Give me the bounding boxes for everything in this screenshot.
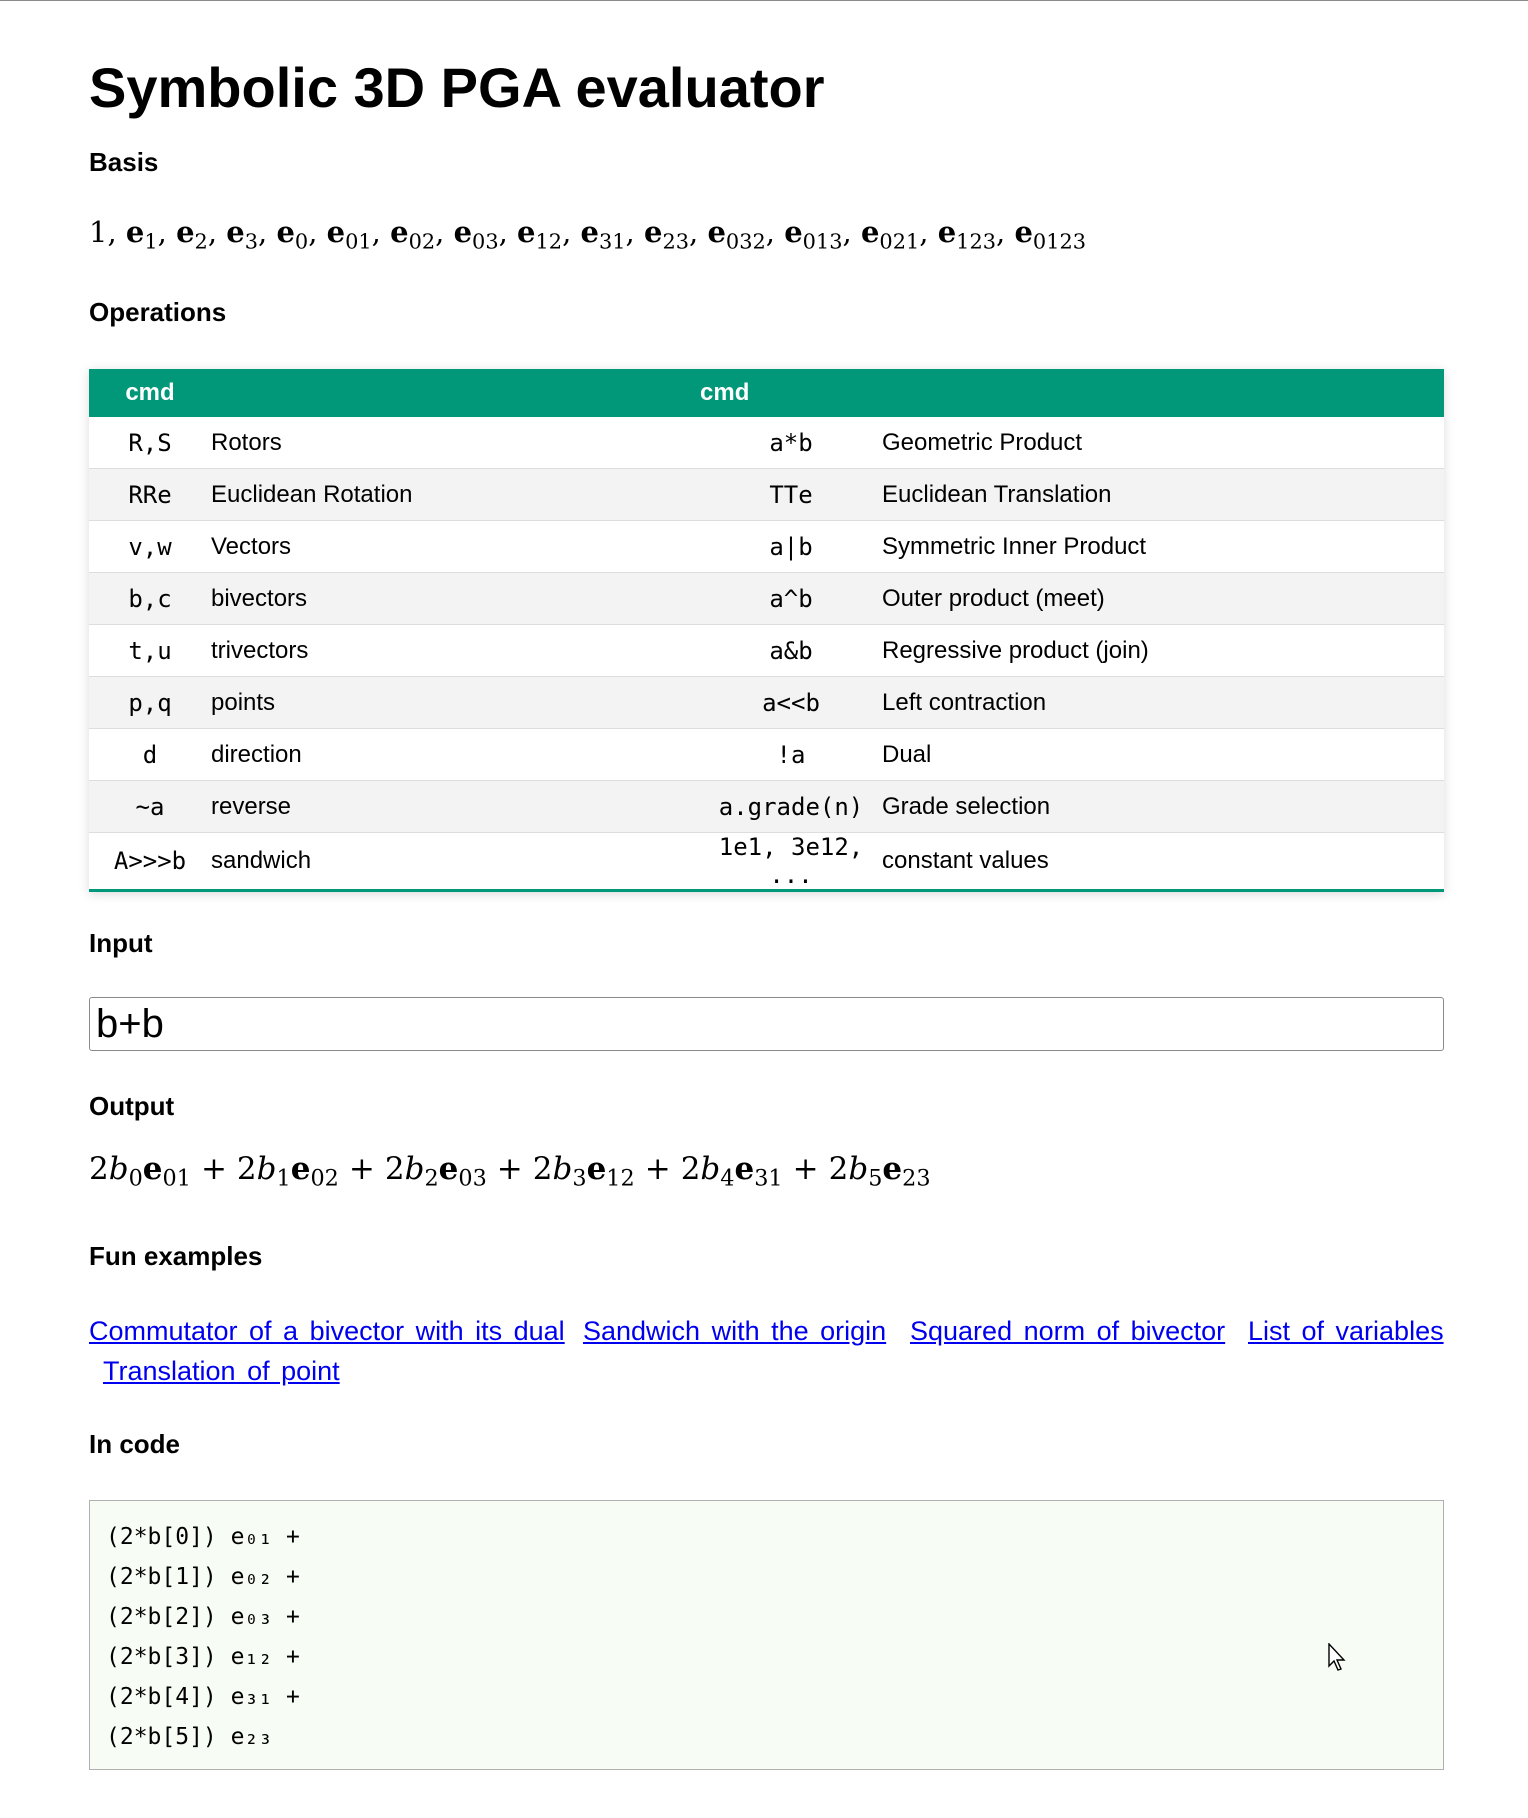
cell-cmd: v,w (89, 521, 211, 573)
cell-cmd: 1e1, 3e12, ... (718, 833, 864, 889)
in-code-heading: In code (89, 1429, 181, 1459)
output-term: $2b_1e_{02}$ (236, 1151, 339, 1192)
cell-cmd: p,q (89, 677, 211, 729)
cell-cmd: a|b (700, 521, 882, 573)
fun-examples-heading: Fun examples (89, 1241, 263, 1271)
mouse-cursor-icon (1328, 1643, 1348, 1673)
operations-heading: Operations (89, 297, 227, 327)
table-row (89, 833, 1444, 891)
page-title: Symbolic 3D PGA evaluator (89, 56, 825, 119)
basis-element: $e_{123}$ (937, 215, 997, 254)
cell-cmd: TTe (700, 469, 882, 521)
cell-desc: bivectors (211, 573, 700, 625)
table-header-desc (882, 369, 1444, 417)
code-line: (2*b[3]) e₁₂ + (106, 1644, 300, 1670)
basis-element: $e_{01}$ (326, 215, 372, 254)
code-line: (2*b[4]) e₃₁ + (106, 1684, 300, 1710)
cell-cmd: t,u (89, 625, 211, 677)
code-output (89, 1500, 1444, 1770)
example-link-squared-norm[interactable]: Squared norm of bivector (910, 1316, 1226, 1346)
example-link-translation-point[interactable]: Translation of point (103, 1356, 340, 1386)
code-line: (2*b[5]) e₂₃ (106, 1724, 273, 1750)
output-term: $2b_2e_{03}$ (384, 1151, 487, 1192)
basis-element: $e_{02}$ (390, 215, 436, 254)
cell-cmd: R,S (89, 417, 211, 469)
cell-desc: constant values (882, 847, 1049, 874)
basis-element: $e_3$ (226, 215, 259, 254)
table-header-cmd: cmd (700, 379, 750, 406)
cell-desc: Grade selection (882, 781, 1444, 833)
table-row (89, 781, 1444, 833)
basis-element: $e_{31}$ (580, 215, 626, 254)
cell-desc: Euclidean Rotation (211, 469, 700, 521)
basis-element: $e_{032}$ (707, 215, 766, 254)
cell-desc: direction (211, 729, 700, 781)
basis-element: $e_{0123}$ (1014, 215, 1087, 254)
basis-element: $e_{013}$ (784, 215, 843, 254)
example-link-sandwich-origin[interactable]: Sandwich with the origin (583, 1316, 887, 1346)
table-row (89, 469, 1444, 521)
basis-element: $e_1$ (125, 215, 158, 254)
cell-desc: Left contraction (882, 677, 1444, 729)
code-line: (2*b[1]) e₀₂ + (106, 1564, 300, 1590)
expression-input[interactable] (89, 997, 1444, 1051)
output-term: $2b_4e_{31}$ (680, 1151, 783, 1192)
code-line: (2*b[2]) e₀₃ + (106, 1604, 300, 1630)
cell-desc: Regressive product (join) (882, 625, 1444, 677)
cell-cmd: ~a (89, 781, 211, 833)
cell-desc: Outer product (meet) (882, 573, 1444, 625)
basis-element: $e_0$ (276, 215, 309, 254)
cell-cmd: b,c (89, 573, 211, 625)
output-term: $2b_3e_{12}$ (532, 1151, 635, 1192)
table-row (89, 573, 1444, 625)
cell-desc: Symmetric Inner Product (882, 521, 1444, 573)
table-row (89, 521, 1444, 573)
basis-element: $e_2$ (176, 215, 208, 254)
table-row (89, 417, 1444, 469)
table-row (89, 677, 1444, 729)
operations-table (89, 369, 1444, 892)
cell-cmd: RRe (89, 469, 211, 521)
cell-cmd: a<<b (700, 677, 882, 729)
table-header-desc (211, 369, 700, 417)
cell-cmd: a&b (700, 625, 882, 677)
cell-desc: reverse (211, 781, 700, 833)
output-expression: $2b_0e_{01} + 2b_1e_{02} + 2b_2e_{03} + 2b_3e_{12} + 2b_4e_{31} + 2b_5e_{23}$ (89, 1151, 931, 1192)
cell-cmd: a.grade(n) (700, 781, 882, 833)
cell-cmd: A>>>b (113, 847, 187, 875)
cell-desc: Rotors (211, 417, 700, 469)
basis-list: 1, $e_1$, $e_2$, $e_3$, $e_0$, $e_{01}$, $e_{02}$, $e_{03}$, $e_{12}$, $e_{31}$, $e_{23}$, $e_{032}$, $e_{013}$, $e_{021}$, $e_{123}$, $e_{0123}$ (89, 215, 1087, 254)
cell-cmd: d (89, 729, 211, 781)
basis-element: 1 (89, 215, 108, 249)
output-heading: Output (89, 1091, 175, 1121)
basis-element: $e_{03}$ (453, 215, 499, 254)
basis-heading: Basis (89, 147, 159, 177)
basis-element: $e_{23}$ (643, 215, 690, 254)
cell-desc: trivectors (211, 625, 700, 677)
cell-cmd: a^b (700, 573, 882, 625)
cell-desc: sandwich (211, 847, 312, 874)
table-row (89, 625, 1444, 677)
example-link-list-variables[interactable]: List of variables (1248, 1316, 1444, 1346)
example-link-commutator[interactable]: Commutator of a bivector with its dual (89, 1316, 565, 1346)
output-term: $2b_5e_{23}$ (828, 1151, 931, 1192)
code-line: (2*b[0]) e₀₁ + (106, 1524, 300, 1550)
cell-desc: Euclidean Translation (882, 469, 1444, 521)
cell-desc: Vectors (211, 521, 700, 573)
cell-desc: Dual (882, 729, 1444, 781)
input-heading: Input (89, 928, 153, 958)
basis-element: $e_{12}$ (517, 215, 563, 254)
table-header-cmd: cmd (125, 379, 175, 406)
cell-desc: Geometric Product (882, 417, 1444, 469)
cell-cmd: a*b (700, 417, 882, 469)
basis-element: $e_{021}$ (860, 215, 920, 254)
cell-desc: points (211, 677, 700, 729)
cell-cmd: !a (700, 729, 882, 781)
table-header-row (89, 369, 1444, 417)
output-term: $2b_0e_{01}$ (89, 1151, 191, 1192)
table-row (89, 729, 1444, 781)
